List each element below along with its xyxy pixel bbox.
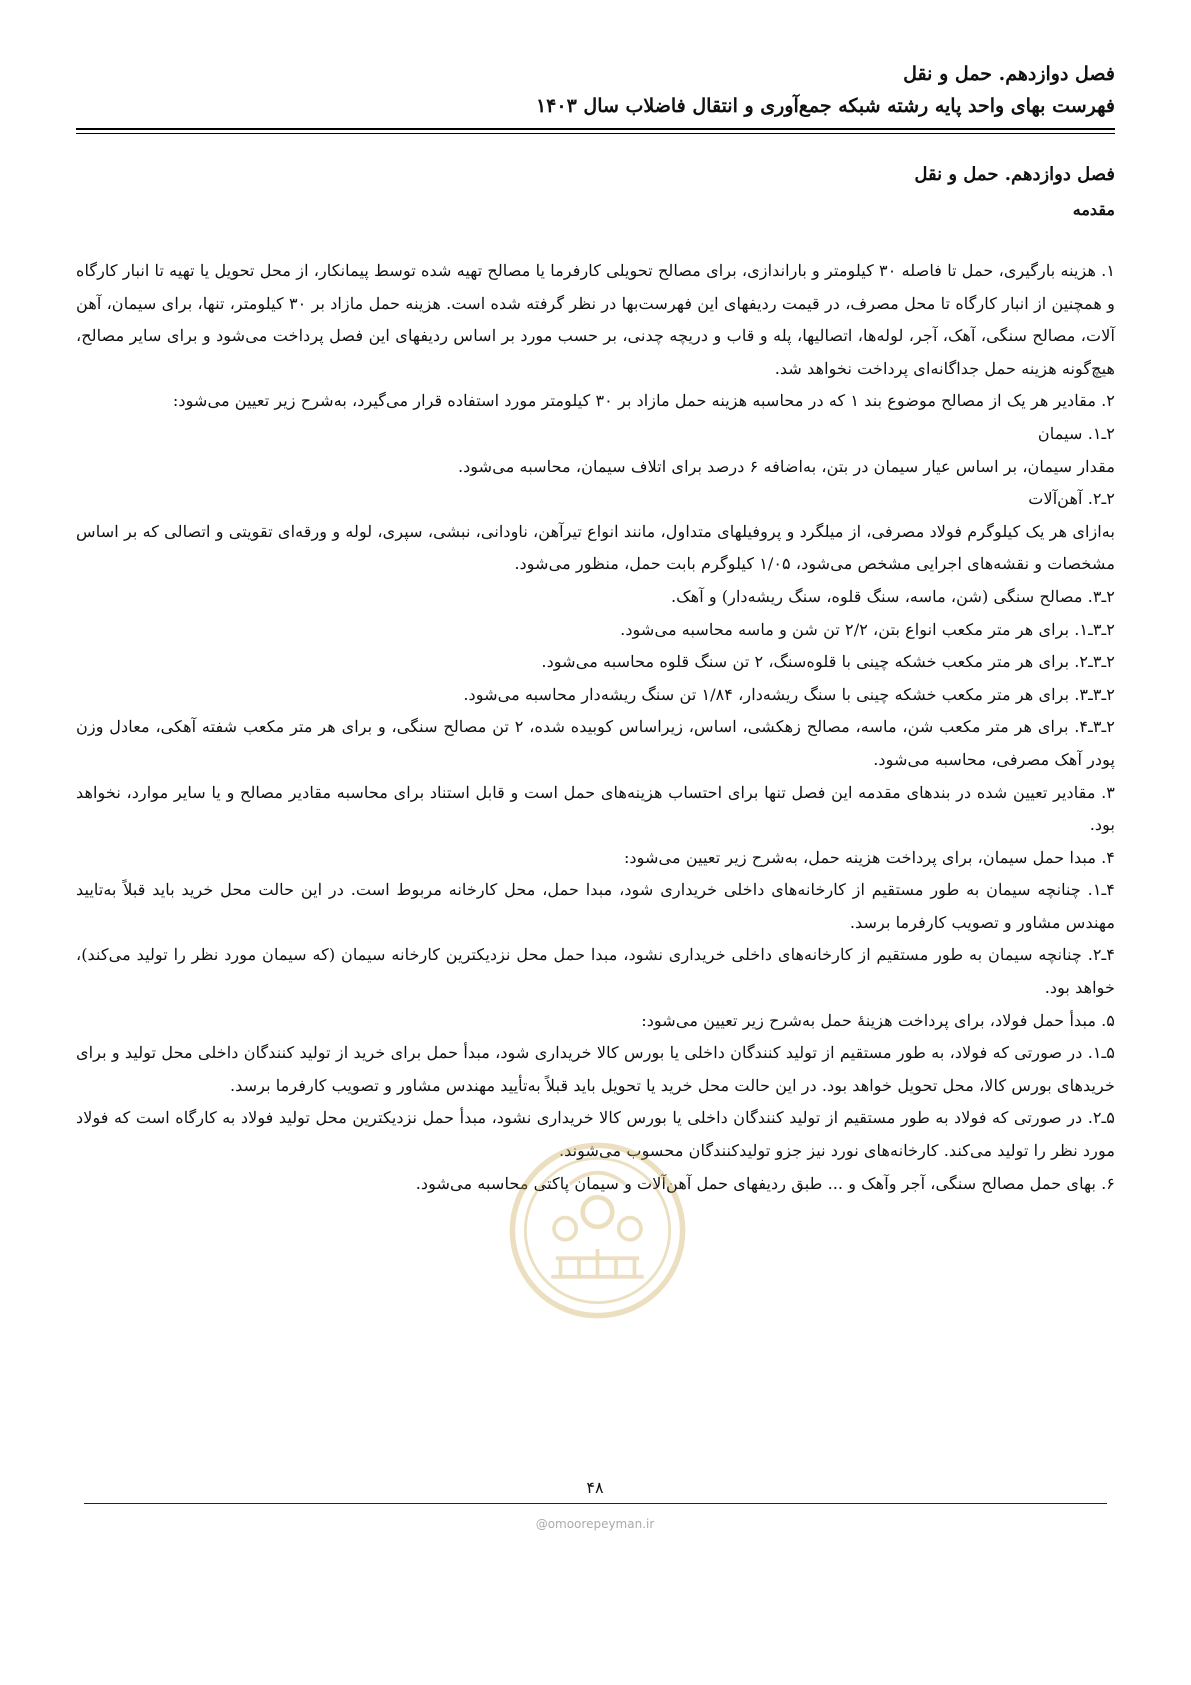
paragraph-2-1-body: مقدار سیمان، بر اساس عیار سیمان در بتن، به‌اضافه ۶ درصد برای اتلاف سیمان، محاسبه می‌شود. xyxy=(457,456,1115,476)
paragraph-3: ۳. مقادیر تعیین شده در بندهای مقدمه این فصل تنها برای احتساب هزینه‌های حمل است و قابل استناد برای محاسبه مقادیر مصالح و یا سایر موارد، نخواهد بود. xyxy=(76,782,1115,835)
website-watermark: @omoorepeyman.ir xyxy=(535,1517,655,1531)
footer-rule xyxy=(84,1503,1107,1504)
intro-heading: مقدمه xyxy=(1072,200,1115,219)
paragraph-2-3-2: ۲ـ۳ـ۲. برای هر متر مکعب خشکه چینی با قلوه‌سنگ، ۲ تن سنگ قلوه محاسبه می‌شود. xyxy=(541,652,1115,672)
seal-watermark-icon xyxy=(505,1138,690,1323)
paragraph-2-1-heading: ۲ـ۱. سیمان xyxy=(1037,423,1115,443)
paragraph-1: ۱. هزینه بارگیری، حمل تا فاصله ۳۰ کیلومتر و باراندازی، برای مصالح تحویلی کارفرما یا مصالح تهیه شده توسط پیمانکار، از محل تحویل یا تهیه تا انبار کارگاه و همچنین از انبار کارگاه تا محل مصرف، در قیمت ردیفهای این فهرست‌بها در نظر گرفته شده است. هزینه حمل مازاد بر ۳۰ کیلومتر، تنها، برای سیمان، آهن آلات، مصالح سنگی، آهک، آجر، لوله‌ها، اتصالیها، پله و قاب و دریچه چدنی، بر حسب مورد بر اساس ردیفهای این فصل پرداخت می‌شود و برای سایر مصالح، هیچ‌گونه هزینه حمل جداگانه‌ای پرداخت نخواهد شد. xyxy=(76,261,1116,378)
paragraph-5-2: ۵ـ۲. در صورتی که فولاد به طور مستقیم از تولید کنندگان داخلی یا بورس کالا خریداری نشود، مبدأ حمل نزدیکترین محل تولید فولاد به کارگاه است که فولاد مورد نظر را تولید می‌کند. کارخانه‌های نورد نیز جزو تولیدکنندگان محسوب می‌شوند. xyxy=(76,1108,1115,1161)
paragraph-2-2-heading: ۲ـ۲. آهن‌آلات xyxy=(1028,489,1115,509)
section-title: فصل دوازدهم. حمل و نقل xyxy=(914,164,1115,185)
paragraph-2-2-body: به‌ازای هر یک کیلوگرم فولاد مصرفی، از میلگرد و پروفیلهای متداول، مانند انواع تیرآهن، ناودانی، نبشی، سپری، لوله و ورقه‌ای تقویتی و اتصالی که بر اساس مشخصات و نقشه‌های اجرایی مشخص می‌شود، ۱/۰۵ کیلوگرم بابت حمل، منظور می‌شود. xyxy=(76,521,1115,574)
paragraph-2-3-3: ۲ـ۳ـ۳. برای هر متر مکعب خشکه چینی با سنگ ریشه‌دار، ۱/۸۴ تن سنگ ریشه‌دار محاسبه می‌شود. xyxy=(463,684,1115,704)
paragraph-2: ۲. مقادیر هر یک از مصالح موضوع بند ۱ که در محاسبه هزینه حمل مازاد بر ۳۰ کیلومتر مورد استفاده قرار می‌گیرد، به‌شرح زیر تعیین می‌شود: xyxy=(172,391,1115,411)
body-text xyxy=(76,255,1115,1200)
header-rule-thin xyxy=(76,133,1115,134)
paragraph-4-2: ۴ـ۲. چنانچه سیمان به طور مستقیم از کارخانه‌های داخلی خریداری نشود، مبدا حمل محل نزدیکترین کارخانه سیمان (که سیمان مورد نظر را تولید می‌کند)، خواهد بود. xyxy=(76,945,1115,998)
header-rule-thick xyxy=(76,128,1115,130)
header-document-title: فهرست بهای واحد پایه رشته شبکه جمع‌آوری و انتقال فاضلاب سال ۱۴۰۳ xyxy=(535,95,1115,117)
header-chapter-title: فصل دوازدهم. حمل و نقل xyxy=(903,63,1115,85)
paragraph-2-3-1: ۲ـ۳ـ۱. برای هر متر مکعب انواع بتن، ۲/۲ تن شن و ماسه محاسبه می‌شود. xyxy=(620,619,1115,639)
paragraph-2-3-4: ۲ـ۳ـ۴. برای هر متر مکعب شن، ماسه، مصالح زهکشی، اساس، زیراساس کوبیده شده، ۲ تن مصالح سنگی، و برای هر متر مکعب شفته آهکی، معادل وزن پودر آهک مصرفی، محاسبه می‌شود. xyxy=(76,717,1115,769)
paragraph-5: ۵. مبدأ حمل فولاد، برای پرداخت هزینهٔ حمل به‌شرح زیر تعیین می‌شود: xyxy=(641,1010,1115,1030)
paragraph-5-1: ۵ـ۱. در صورتی که فولاد، به طور مستقیم از تولید کنندگان داخلی یا بورس کالا خریداری شود، مبدأ حمل برای خرید از تولید کنندگان داخلی محل تولید و برای خریدهای بورس کالا، محل تحویل خواهد بود. در این حالت محل خرید یا تحویل باید قبلاً به‌تأیید مهندس مشاور و تصویب کارفرما برسد. xyxy=(76,1043,1115,1095)
paragraph-6: ۶. بهای حمل مصالح سنگی، آجر وآهک و ... طبق ردیفهای حمل آهن‌آلات و سیمان پاکتی محاسبه می‌شود. xyxy=(415,1173,1115,1193)
page-number: ۴۸ xyxy=(560,1478,630,1497)
paragraph-2-3-heading: ۲ـ۳. مصالح سنگی (شن، ماسه، سنگ قلوه، سنگ ریشه‌دار) و آهک. xyxy=(671,586,1115,606)
paragraph-4: ۴. مبدا حمل سیمان، برای پرداخت هزینه حمل، به‌شرح زیر تعیین می‌شود: xyxy=(623,847,1115,867)
paragraph-4-1: ۴ـ۱. چنانچه سیمان به طور مستقیم از کارخانه‌های داخلی خریداری شود، مبدا حمل، محل کارخانه مربوط است. در این حالت محل خرید باید قبلاً به‌تایید مهندس مشاور و تصویب کارفرما برسد. xyxy=(76,880,1115,932)
page-header xyxy=(76,58,1115,122)
